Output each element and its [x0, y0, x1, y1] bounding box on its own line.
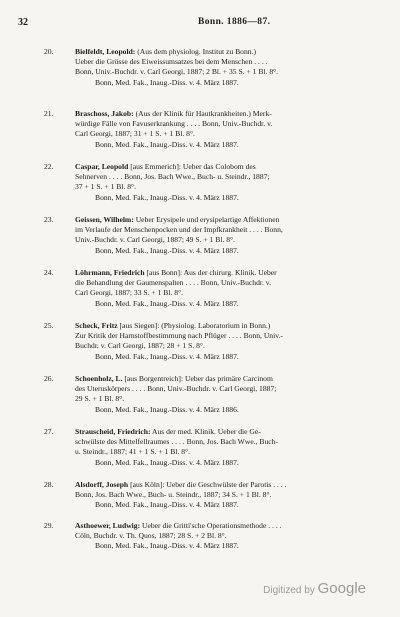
entry-line: [75, 331, 365, 341]
entry-line-text: Bonn, Univ.-Buchdr. v. Carl Georgi, 1887; 2 Bl. + 35 S. + 1 Bl. 8°.: [75, 67, 279, 77]
entry-text: [75, 374, 365, 415]
entry-line-text: die Behandlung der Gaumenspalten . . . . Bonn, Univ.-Buchdr. v.: [75, 278, 271, 288]
entry-line-text: Univ.-Buchdr. v. Carl Georgi, 1887; 49 S. + 1 Bl. 8°.: [75, 235, 235, 245]
entry-line: [75, 447, 365, 457]
entry-number: 21.: [44, 109, 54, 118]
entry-line: [75, 521, 365, 531]
entry-line-text: schwülste des Mittelfellraumes . . . . Bonn, Jos. Bach Wwe., Buch-: [75, 437, 278, 447]
entry-author: Caspar, Leopold: [75, 162, 129, 171]
entry-author: Strauscheid, Friedrich:: [75, 427, 151, 436]
entry-line: [75, 288, 365, 298]
entry-text: [75, 321, 365, 362]
entry-line: [75, 47, 365, 57]
entry-number: 24.: [44, 268, 54, 277]
entry-line-text: (Aus dem physiolog. Institut zu Bonn.): [137, 47, 256, 56]
entry-line: [75, 67, 365, 77]
entry-line-text: Buchdr. v. Carl Georgi, 1887; 28 + 1 S. 8°.: [75, 341, 205, 351]
entry-line-text: Ueber Erysipele und erysipelartige Affektionen: [135, 215, 280, 224]
entry-line-text: u. Steindr., 1887; 41 + 1 S. + 1 Bl. 8°.: [75, 447, 190, 457]
entry-line: [75, 531, 365, 541]
dissertation-note: Bonn, Med. Fak., Inaug.-Diss. v. 4. März 1887.: [95, 139, 239, 149]
entry-author: Löhrmann, Friedrich: [75, 268, 145, 277]
entry-line: [75, 215, 365, 225]
entry-line-text: [aus Bonn]: Aus der chirurg. Klinik. Ueber: [146, 268, 277, 277]
entry-line: [75, 182, 365, 192]
entry-line: [75, 235, 365, 245]
dissertation-note: Bonn, Med. Fak., Inaug.-Diss. v. 4. März 1887.: [95, 245, 239, 255]
entry-line-text: Sehnerven . . . . Bonn, Jos. Bach Wwe., Buch- u. Steindr., 1887;: [75, 172, 270, 182]
entry-line: [75, 394, 365, 404]
entry-author: Geissen, Wilhelm:: [75, 215, 134, 224]
entry-text: [75, 480, 365, 511]
entry-author: Bielfeldt, Leopold:: [75, 47, 136, 56]
entry-line: [75, 278, 365, 288]
entry-line: [75, 384, 365, 394]
entry-line-text: des Uteruskörpers . . . . Bonn, Univ.-Buchdr. v. Carl Georgi, 1887;: [75, 384, 277, 394]
entry-author: Braschoss, Jakob:: [75, 109, 134, 118]
entry-text: [75, 109, 365, 150]
entry-line: [75, 225, 365, 235]
watermark-prefix: Digitized by: [263, 585, 315, 596]
dissertation-note: Bonn, Med. Fak., Inaug.-Diss. v. 4. März 1887.: [95, 192, 239, 202]
entry-line-text: 29 S. + 1 Bl. 8°.: [75, 394, 125, 404]
dissertation-note: Bonn, Med. Fak., Inaug.-Diss. v. 4. März 1886.: [95, 404, 239, 414]
page-header: [18, 17, 370, 29]
entry-line: [75, 437, 365, 447]
entry-number: 22.: [44, 162, 54, 171]
watermark-brand: Google: [317, 580, 366, 597]
entry-number: 29.: [44, 521, 54, 530]
entry-text: [75, 215, 365, 256]
entry-text: [75, 47, 365, 88]
entry-author: Schoenholz, L.: [75, 374, 123, 383]
dissertation-note: Bonn, Med. Fak., Inaug.-Diss. v. 4. März 1887.: [95, 500, 239, 510]
entry-text: [75, 268, 365, 309]
entry-line: [75, 374, 365, 384]
entry-line-text: Carl Georgi, 1887; 33 S. + 1 Bl. 8°.: [75, 288, 184, 298]
entry-line: [75, 268, 365, 278]
entry-line-text: 37 + 1 S. + 1 Bl. 8°.: [75, 182, 136, 192]
entry-line-text: würdige Fälle von Favuserkrankung . . . . Bonn, Univ.-Buchdr. v.: [75, 119, 273, 129]
entry-line: [75, 321, 365, 331]
dissertation-note: Bonn, Med. Fak., Inaug.-Diss. v. 4. März 1887.: [95, 298, 239, 308]
entry-line: [75, 162, 365, 172]
entry-line-text: Ueber die Gritti'sche Operationsmethode . . . .: [142, 521, 282, 530]
entry-line-text: (Aus der Klinik für Hautkrankheiten.) Merk-: [135, 109, 272, 118]
entry-line-text: Bonn, Jos. Bach Wwe., Buch- u. Steindr., 1887; 34 S. + 1 Bl. 8°.: [75, 490, 272, 500]
page-number: 32: [18, 17, 28, 28]
entry-author: Scheck, Fritz: [75, 321, 118, 330]
entry-line-text: [aus Siegen]: (Physiolog. Laboratorium in Bonn.): [119, 321, 271, 330]
entry-line: [75, 129, 365, 139]
entry-number: 20.: [44, 47, 54, 56]
entry-line-text: Carl Georgi, 1887; 31 + 1 S. + 1 Bl. 8°.: [75, 129, 195, 139]
entry-line: [75, 341, 365, 351]
entry-line: [75, 119, 365, 129]
dissertation-note: Bonn, Med. Fak., Inaug.-Diss. v. 4. März 1887.: [95, 351, 239, 361]
entry-line: [75, 490, 365, 500]
dissertation-note: Bonn, Med. Fak., Inaug.-Diss. v. 4. März 1887.: [95, 457, 239, 467]
dissertation-note: Bonn, Med. Fak., Inaug.-Diss. v. 4. März 1887.: [95, 541, 239, 551]
entry-line-text: im Verlaufe der Menschenpocken und der Impfkrankheit . . . . Bonn,: [75, 225, 283, 235]
entry-line-text: [aus Köln]: Ueber die Geschwülste der Parotis . . . .: [130, 480, 287, 489]
entry-line-text: [aus Borgentreich]: Ueber das primäre Carcinom: [124, 374, 273, 383]
entry-line: [75, 427, 365, 437]
watermark: [263, 580, 366, 597]
entry-line: [75, 109, 365, 119]
entry-text: [75, 521, 365, 552]
entry-line-text: Zur Kritik der Harnstoffbestimmung nach Pflüger . . . . Bonn, Univ.-: [75, 331, 283, 341]
entry-line-text: Cöln, Buchdr. v. Th. Quos, 1887; 28 S. + 2 Bl. 8°.: [75, 531, 227, 541]
entry-author: Alsdorff, Joseph: [75, 480, 129, 489]
entry-text: [75, 162, 365, 203]
entry-number: 26.: [44, 374, 54, 383]
entry-line-text: Aus der med. Klinik. Ueber die Ge-: [152, 427, 261, 436]
entry-line: [75, 172, 365, 182]
entry-line-text: Ueber die Grösse des Eiweissumsatzes bei dem Menschen . . . .: [75, 57, 268, 67]
entry-number: 23.: [44, 215, 54, 224]
entry-author: Asthoewer, Ludwig:: [75, 521, 141, 530]
dissertation-note: Bonn, Med. Fak., Inaug.-Diss. v. 4. März 1887.: [95, 77, 239, 87]
running-head: Bonn. 1886—87.: [198, 17, 271, 27]
entry-text: [75, 427, 365, 468]
entry-line-text: [aus Emmerich]: Ueber das Colobom des: [130, 162, 256, 171]
entry-line: [75, 57, 365, 67]
entry-number: 28.: [44, 480, 54, 489]
entry-line: [75, 480, 365, 490]
entry-number: 27.: [44, 427, 54, 436]
entry-number: 25.: [44, 321, 54, 330]
